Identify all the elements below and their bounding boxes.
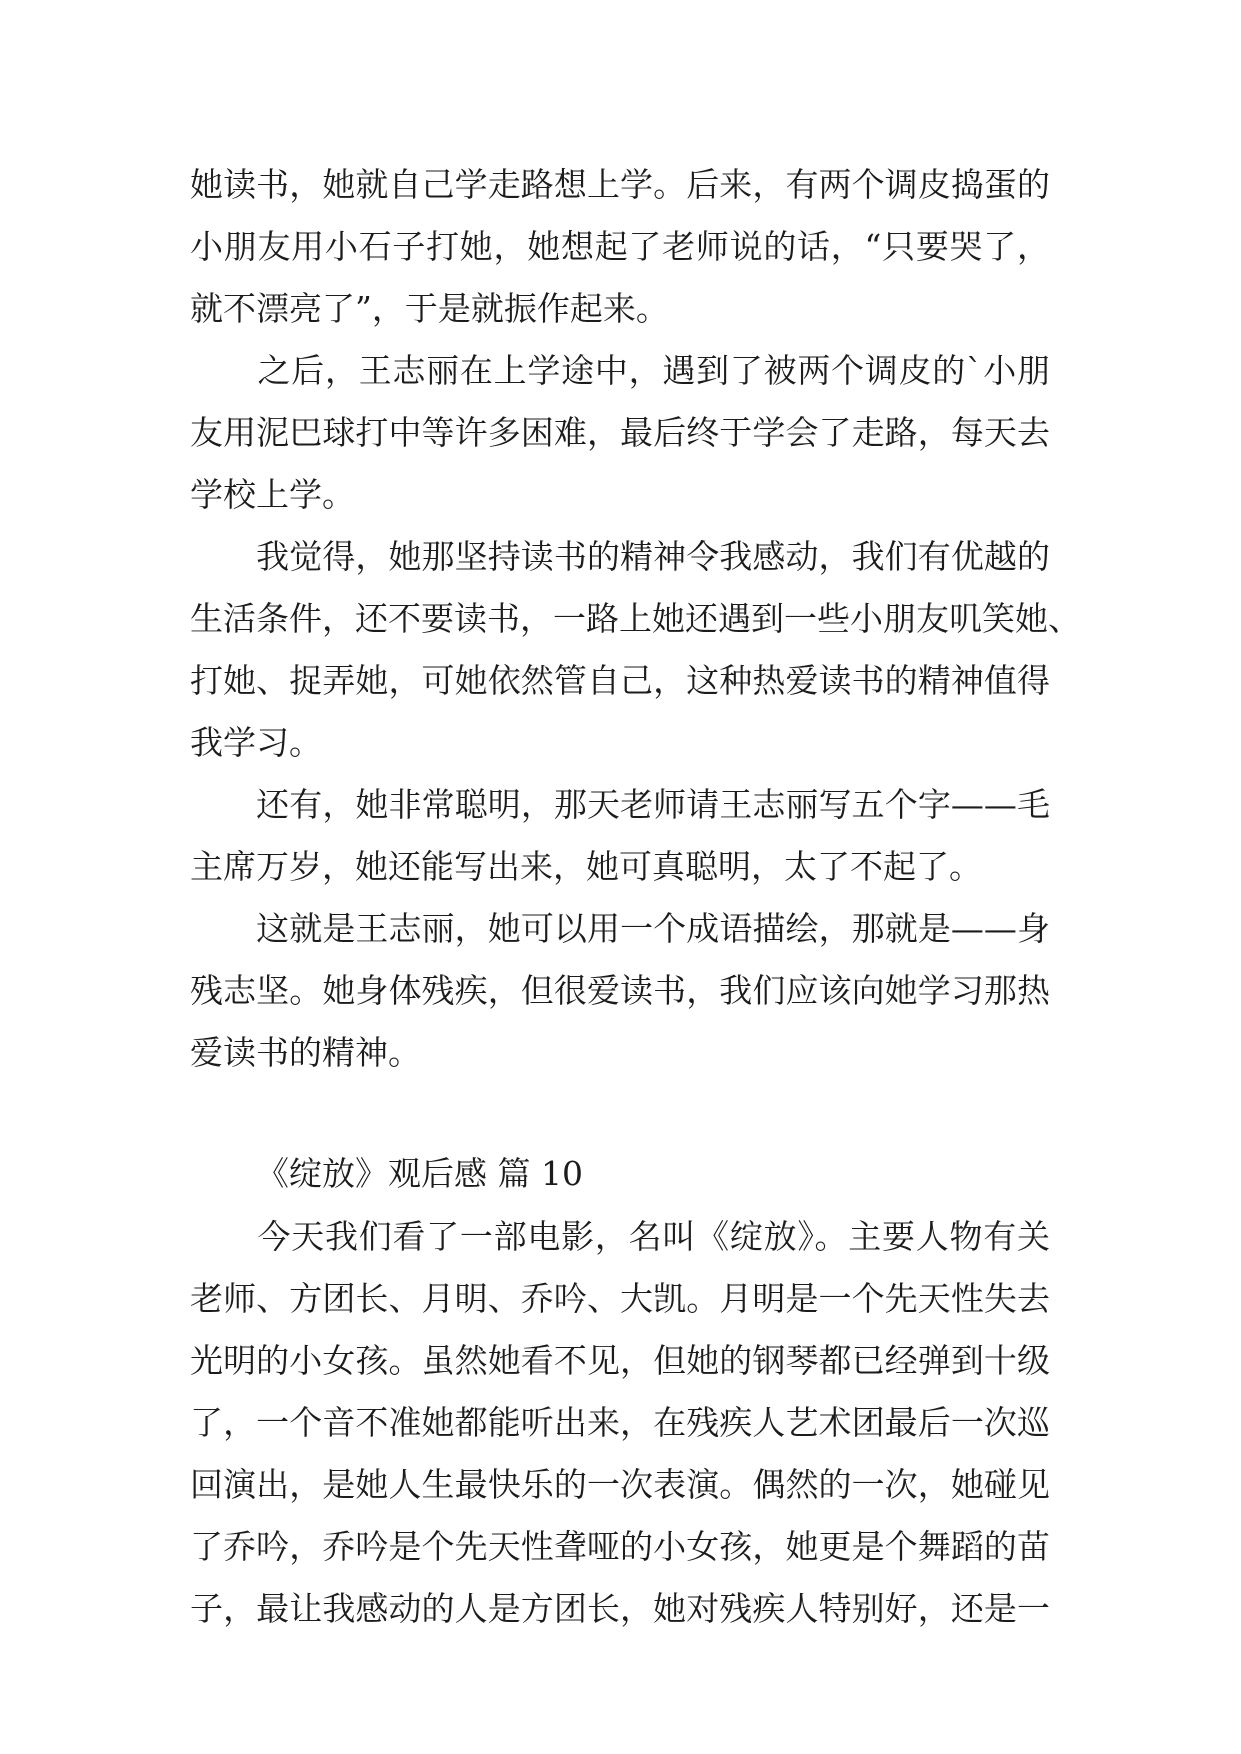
- text-line: 小朋友用小石子打她，她想起了老师说的话，“只要哭了，: [190, 227, 1050, 266]
- text-line: 残志坚。她身体残疾，但很爱读书，我们应该向她学习那热: [190, 971, 1050, 1010]
- text-line: 打她、捉弄她，可她依然管自己，这种热爱读书的精神值得: [190, 661, 1050, 700]
- text-line: 子，最让我感动的人是方团长，她对残疾人特别好，还是一: [190, 1589, 1050, 1628]
- text-line: 我学习。: [190, 723, 322, 762]
- text-line: 还有，她非常聪明，那天老师请王志丽写五个字——毛: [190, 785, 1050, 824]
- text-line: 她读书，她就自己学走路想上学。后来，有两个调皮捣蛋的: [190, 165, 1050, 204]
- text-line: 了乔吟，乔吟是个先天性聋哑的小女孩，她更是个舞蹈的苗: [190, 1527, 1050, 1566]
- text-line: 这就是王志丽，她可以用一个成语描绘，那就是——身: [190, 909, 1050, 948]
- text-line: 了，一个音不准她都能听出来，在残疾人艺术团最后一次巡: [190, 1403, 1050, 1442]
- text-line: 生活条件，还不要读书，一路上她还遇到一些小朋友叽笑她、: [190, 599, 1081, 638]
- text-line: 今天我们看了一部电影，名叫《绽放》。主要人物有关: [190, 1217, 1050, 1256]
- text-line: 就不漂亮了”，于是就振作起来。: [190, 289, 669, 328]
- text-line: 老师、方团长、月明、乔吟、大凯。月明是一个先天性失去: [190, 1279, 1050, 1318]
- text-line: 回演出，是她人生最快乐的一次表演。偶然的一次，她碰见: [190, 1465, 1050, 1504]
- text-line: 之后，王志丽在上学途中，遇到了被两个调皮的`小朋: [190, 351, 1050, 390]
- text-line: 我觉得，她那坚持读书的精神令我感动，我们有优越的: [190, 537, 1050, 576]
- text-line: 友用泥巴球打中等许多困难，最后终于学会了走路，每天去: [190, 413, 1050, 452]
- text-line: 光明的小女孩。虽然她看不见，但她的钢琴都已经弹到十级: [190, 1341, 1050, 1380]
- text-line: 爱读书的精神。: [190, 1033, 421, 1072]
- section-heading: 《绽放》观后感 篇 10: [256, 1154, 583, 1193]
- text-line: 学校上学。: [190, 475, 355, 514]
- text-line: 主席万岁，她还能写出来，她可真聪明，太了不起了。: [190, 847, 982, 886]
